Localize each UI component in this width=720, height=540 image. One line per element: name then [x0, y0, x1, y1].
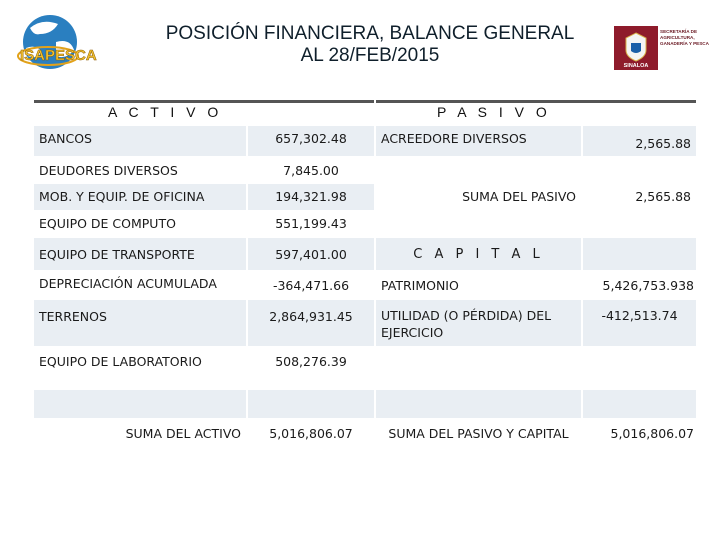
suma-activo-value: 5,016,806.07 — [248, 418, 374, 450]
activo-label-cell: EQUIPO DE TRANSPORTE — [34, 238, 246, 270]
activo-value-cell: 597,401.00 — [248, 238, 374, 270]
suma-activo-label: SUMA DEL ACTIVO — [34, 418, 246, 450]
activo-label-cell: EQUIPO DE COMPUTO — [34, 210, 246, 238]
empty-cell — [248, 390, 374, 418]
isapesca-logo — [12, 12, 97, 78]
sinaloa-logo: SINALOA SECRETARÍA DE AGRICULTURA, GANADERÍA Y PESCA — [614, 26, 714, 70]
activo-value-cell: 2,864,931.45 — [248, 300, 374, 346]
activo-label-cell: DEPRECIACIÓN ACUMULADA — [34, 270, 246, 300]
suma-pasivo-capital-value: 5,016,806.07 — [583, 418, 696, 450]
suma-pasivo-label: SUMA DEL PASIVO — [376, 184, 581, 210]
capital-heading: C A P I T A L — [376, 238, 581, 270]
capital-label-cell: UTILIDAD (O PÉRDIDA) DEL EJERCICIO — [376, 300, 581, 346]
activo-value-cell: 194,321.98 — [248, 184, 374, 210]
svg-text:SINALOA: SINALOA — [623, 63, 649, 69]
activo-value-cell: 551,199.43 — [248, 210, 374, 238]
activo-label-cell: DEUDORES DIVERSOS — [34, 156, 246, 184]
pasivo-heading: P A S I V O — [437, 104, 551, 120]
empty-cell — [583, 390, 696, 418]
svg-text:ISAPESCA: ISAPESCA — [20, 47, 97, 64]
activo-value-cell: 508,276.39 — [248, 346, 374, 390]
suma-pasivo-value: 2,565.88 — [583, 184, 696, 210]
activo-label-cell: EQUIPO DE LABORATORIO — [34, 346, 246, 390]
suma-pasivo-capital-label: SUMA DEL PASIVO Y CAPITAL — [376, 418, 581, 450]
activo-divider — [34, 100, 374, 103]
activo-heading: A C T I V O — [108, 104, 223, 120]
empty-cell — [583, 238, 696, 270]
capital-label-cell: PATRIMONIO — [376, 270, 581, 300]
pasivo-label-cell: ACREEDORE DIVERSOS — [376, 126, 581, 156]
empty-cell — [376, 390, 581, 418]
page-subtitle: AL 28/FEB/2015 — [300, 45, 440, 66]
pasivo-divider — [376, 100, 696, 103]
activo-value-cell: -364,471.66 — [248, 270, 374, 300]
capital-value-cell: 5,426,753.938 — [583, 270, 696, 300]
activo-label-cell: MOB. Y EQUIP. DE OFICINA — [34, 184, 246, 210]
activo-label-cell: TERRENOS — [34, 300, 246, 346]
activo-label-cell: BANCOS — [34, 126, 246, 156]
activo-value-cell: 7,845.00 — [248, 156, 374, 184]
pasivo-value-cell: 2,565.88 — [583, 126, 696, 156]
empty-cell — [34, 390, 246, 418]
activo-value-cell: 657,302.48 — [248, 126, 374, 156]
page-title: POSICIÓN FINANCIERA, BALANCE GENERAL — [165, 23, 575, 44]
capital-value-cell: -412,513.74 — [583, 300, 696, 346]
